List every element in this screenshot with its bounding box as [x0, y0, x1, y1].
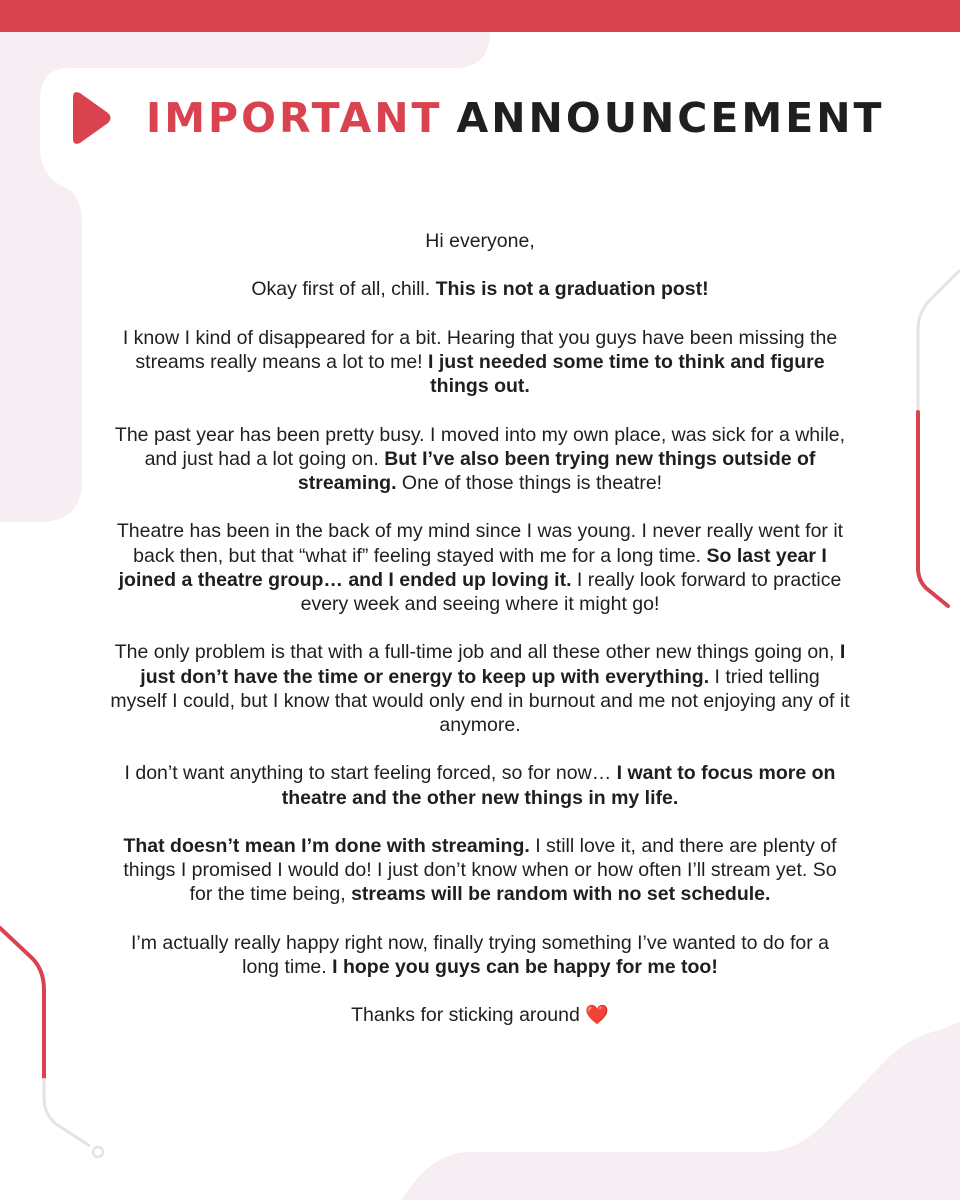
- emphasis: streams will be random with no set schedule.: [351, 883, 771, 906]
- heart-icon: ❤️: [585, 1004, 609, 1027]
- paragraph-1: Okay first of all, chill. This is not a graduation post!: [251, 278, 709, 301]
- announcement-letter: [110, 229, 850, 1052]
- paragraph-7: That doesn’t mean I’m done with streaming. I still love it, and there are plenty of things I promised I would do! I just don’t know when or how often I’ll stream yet. So for the time being, streams will be random with no set schedule.: [123, 834, 837, 906]
- left-circuit-line: [44, 1078, 90, 1146]
- emphasis: I just don’t have the time or energy to keep up with everything.: [140, 641, 846, 688]
- title-word-important: IMPORTANT: [146, 93, 443, 142]
- paragraph-3: The past year has been pretty busy. I moved into my own place, was sick for a while, and just had a lot going on. But I’ve also been trying new things outside of streaming. One of those things is theatre!: [114, 423, 846, 494]
- announcement-header: [70, 86, 910, 150]
- top-accent-bar: [0, 0, 960, 32]
- right-circuit-line: [918, 270, 960, 412]
- left-circuit-accent: [0, 928, 44, 1078]
- greeting: Hi everyone,: [425, 230, 535, 252]
- page-title: [146, 93, 885, 142]
- emphasis: That doesn’t mean I’m done with streaming.: [123, 834, 530, 857]
- circuit-node: [93, 1147, 103, 1157]
- emphasis: I want to focus more on theatre and the other new things in my life.: [281, 762, 836, 809]
- paragraph-6: I don’t want anything to start feeling forced, so for now… I want to focus more on theatre and the other new things in my life.: [124, 762, 836, 809]
- right-circuit-accent: [918, 412, 948, 606]
- title-word-announcement: ANNOUNCEMENT: [456, 93, 885, 142]
- emphasis: So last year I joined a theatre group… and I ended up loving it.: [118, 544, 827, 591]
- paragraph-2: I know I kind of disappeared for a bit. Hearing that you guys have been missing the streams really means a lot to me! I just needed some time to think and figure things out.: [122, 326, 838, 398]
- closing-line: Thanks for sticking around ❤️: [351, 1004, 609, 1027]
- paragraph-4: Theatre has been in the back of my mind since I was young. I never really went for it back then, but that “what if” feeling stayed with me for a long time. So last year I joined a theatre group… and I ended up loving it. I really look forward to practice every week and seeing where it might go!: [116, 520, 844, 615]
- play-icon: [70, 88, 112, 148]
- paragraph-8: I’m actually really happy right now, finally trying something I’ve wanted to do for a long time. I hope you guys can be happy for me too!: [130, 931, 830, 978]
- emphasis: I hope you guys can be happy for me too!: [332, 955, 718, 978]
- emphasis: I just needed some time to think and figure things out.: [428, 350, 825, 398]
- paragraph-5: The only problem is that with a full-time job and all these other new things going on, I just don’t have the time or energy to keep up with everything. I tried telling myself I could, but I know that would only end in burnout and me not enjoying any of it anymore.: [110, 641, 850, 736]
- emphasis: But I’ve also been trying new things outside of streaming.: [297, 447, 816, 494]
- emphasis: This is not a graduation post!: [435, 278, 709, 301]
